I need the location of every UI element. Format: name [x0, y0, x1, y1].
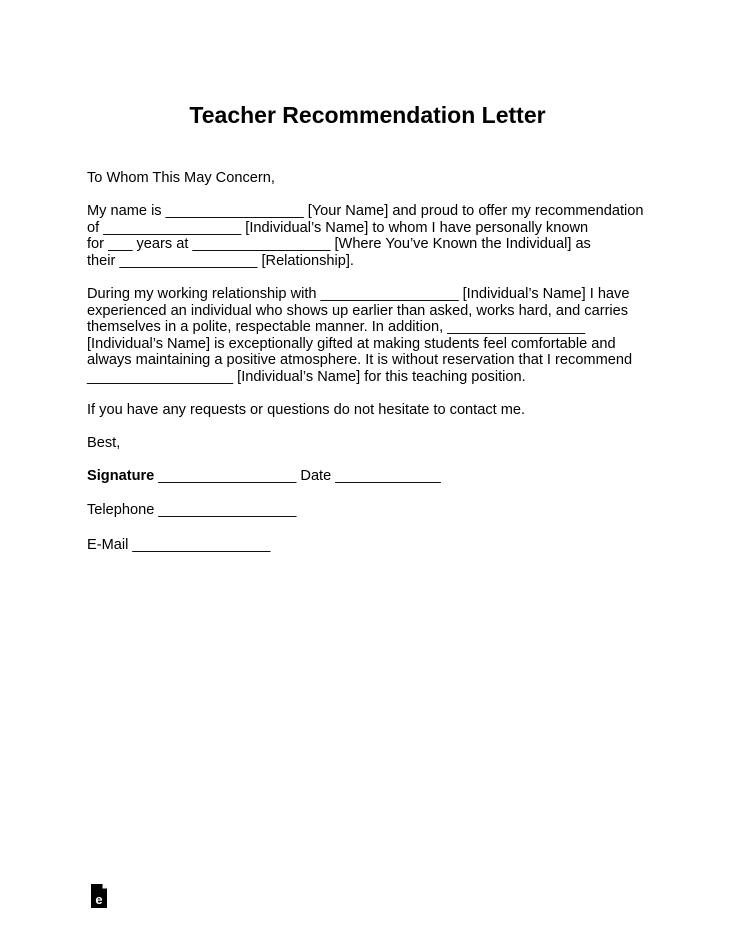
paragraph2-line2: experienced an individual who shows up earlier than asked, works hard, and carries — [87, 303, 629, 319]
paragraph3: If you have any requests or questions do not hesitate to contact me. — [87, 402, 526, 418]
paragraph1-line2: of _________________ [Individual’s Name] to whom I have personally known — [87, 220, 589, 236]
signature-line — [87, 468, 441, 485]
paragraph1-line4: their _________________ [Relationship]. — [87, 253, 354, 269]
closing: Best, — [87, 435, 121, 451]
paragraph2-line3: themselves in a polite, respectable manner. In addition, _________________ — [87, 319, 586, 335]
telephone-line: Telephone _________________ — [87, 502, 297, 518]
paragraph2-line6: __________________ [Individual’s Name] for this teaching position. — [87, 369, 526, 385]
paragraph2-line1: During my working relationship with _________________ [Individual’s Name] I have — [87, 286, 630, 302]
paragraph2-line4: [Individual’s Name] is exceptionally gifted at making students feel comfortable and — [87, 336, 616, 352]
email-line: E-Mail _________________ — [87, 537, 271, 553]
svg-text:e: e — [95, 892, 103, 907]
paragraph2-line5: always maintaining a positive atmosphere. It is without reservation that I recommend — [87, 352, 633, 368]
salutation: To Whom This May Concern, — [87, 170, 275, 186]
signature-date-fields: _________________ Date _____________ — [154, 468, 441, 484]
eforms-logo-icon — [90, 883, 108, 909]
paragraph1-line3: for ___ years at _________________ [Where You’ve Known the Individual] as — [87, 236, 591, 252]
paragraph1-line1: My name is _________________ [Your Name] and proud to offer my recommendation — [87, 203, 644, 219]
signature-label: Signature — [87, 468, 155, 484]
page-title: Teacher Recommendation Letter — [189, 102, 546, 128]
